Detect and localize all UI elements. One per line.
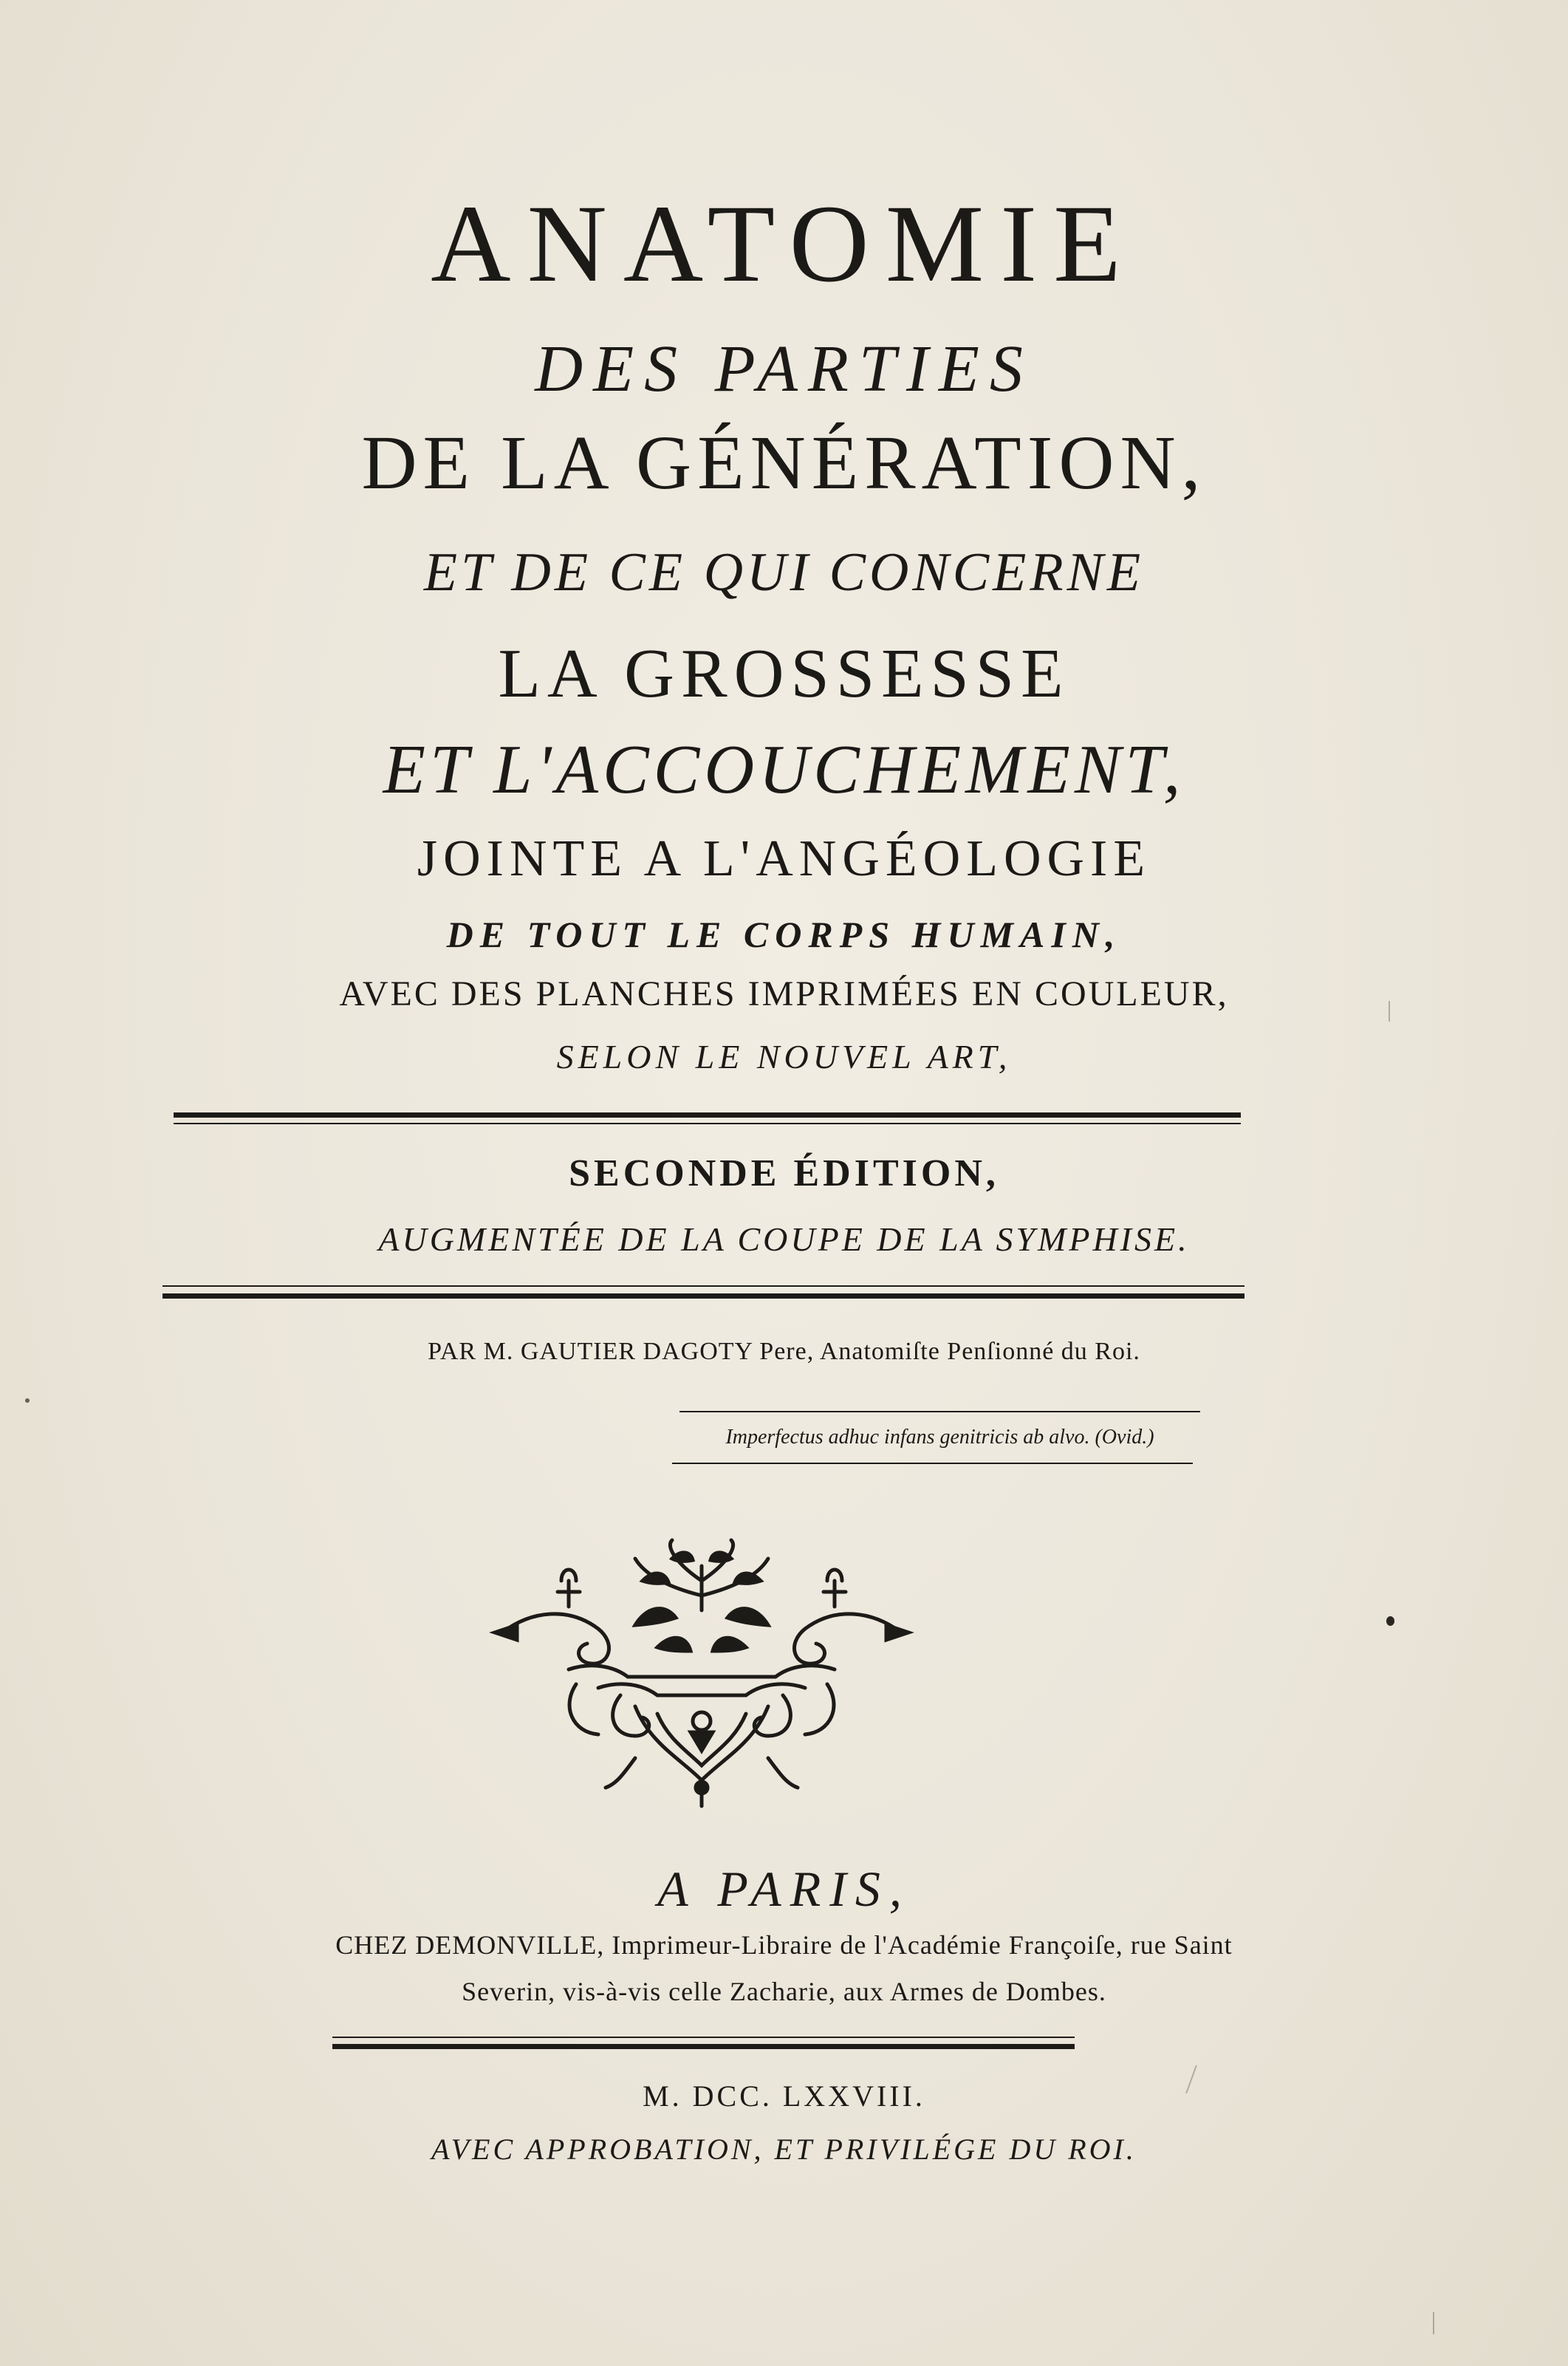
ink-speck: [25, 1398, 30, 1403]
rule-epigraph-bottom: [672, 1463, 1193, 1464]
epigraph: Imperfectus adhuc infans genitricis ab alvo. (Ovid.): [725, 1426, 1154, 1449]
place-paris: A PARIS,: [657, 1861, 911, 1917]
author-line: PAR M. GAUTIER DAGOTY Pere, Anatomiſte Penſionné du Roi.: [428, 1338, 1140, 1365]
title-nouvel-art: SELON LE NOUVEL ART,: [556, 1038, 1012, 1076]
edition-subtitle: AUGMENTÉE DE LA COUPE DE LA SYMPHISE.: [378, 1220, 1190, 1258]
rule-bottom-thin: [332, 2037, 1075, 2038]
rule-mid-thick: [162, 1293, 1245, 1299]
rule-top-thick: [174, 1112, 1241, 1118]
rule-bottom-thick: [332, 2044, 1075, 2049]
paper-scratch: [1433, 2312, 1434, 2334]
title-corps-humain: DE TOUT LE CORPS HUMAIN,: [446, 914, 1122, 955]
year-line: M. DCC. LXXVIII.: [643, 2079, 925, 2113]
ink-speck: [1386, 1616, 1394, 1626]
rule-top-thin: [174, 1123, 1241, 1124]
title-anatomie: ANATOMIE: [431, 182, 1137, 305]
privilege-line: AVEC APPROBATION, ET PRIVILÉGE DU ROI.: [431, 2133, 1137, 2166]
edition-label: SECONDE ÉDITION,: [569, 1152, 999, 1194]
title-generation: DE LA GÉNÉRATION,: [361, 420, 1207, 505]
title-planches: AVEC DES PLANCHES IMPRIMÉES EN COULEUR,: [339, 974, 1229, 1013]
title-des-parties: DES PARTIES: [535, 332, 1033, 406]
fleuron-ornament-icon: [487, 1536, 916, 1810]
title-ce-qui-concerne: ET DE CE QUI CONCERNE: [423, 542, 1145, 603]
rule-epigraph-top: [679, 1411, 1200, 1412]
title-grossesse: LA GROSSESSE: [498, 635, 1070, 712]
paper-scratch: [1389, 1001, 1390, 1022]
title-angeologie: JOINTE A L'ANGÉOLOGIE: [417, 830, 1151, 887]
publisher-line-1: CHEZ DEMONVILLE, Imprimeur-Libraire de l'Académie Françoiſe, rue Saint: [335, 1930, 1233, 1960]
title-accouchement: ET L'ACCOUCHEMENT,: [383, 731, 1185, 808]
publisher-line-2: Severin, vis-à-vis celle Zacharie, aux Armes de Dombes.: [462, 1977, 1106, 2006]
rule-mid-thin: [162, 1285, 1245, 1287]
